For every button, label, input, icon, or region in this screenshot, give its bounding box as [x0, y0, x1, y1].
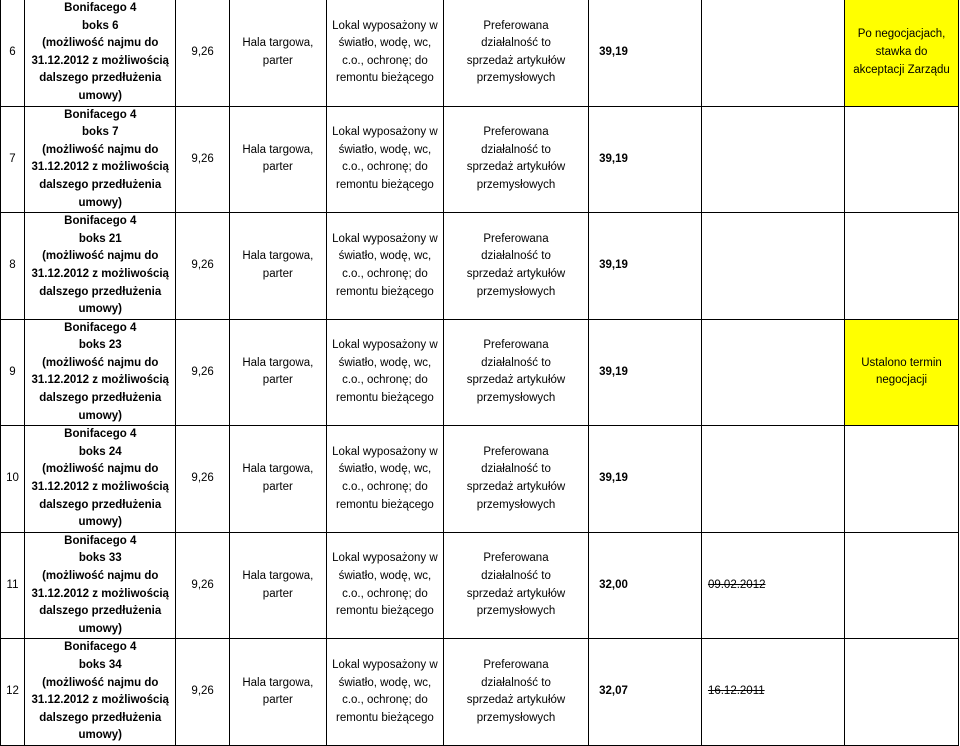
type-cell — [229, 106, 326, 213]
location-line: boks 7 — [82, 126, 119, 139]
date-cell — [701, 532, 844, 639]
rate-cell: 32,07 — [589, 639, 702, 746]
location-line: boks 23 — [78, 339, 122, 352]
type-line: Hala targowa, — [242, 463, 314, 476]
rate-cell: 32,00 — [589, 532, 702, 639]
purpose-line: Preferowana — [483, 126, 549, 139]
date-cell — [701, 0, 844, 106]
description-line: c.o., ochronę; do — [342, 374, 428, 387]
purpose-line: sprzedaż artykułów — [466, 374, 566, 387]
location-line: umowy) — [78, 622, 122, 635]
description-cell — [326, 319, 443, 426]
type-cell — [229, 426, 326, 533]
purpose-line: działalność to — [481, 676, 551, 689]
location-line: Bonifacego 4 — [64, 428, 137, 441]
type-cell — [229, 532, 326, 639]
row-number: 7 — [1, 106, 25, 213]
description-line: Lokal wyposażony w — [332, 552, 438, 565]
rental-table-body — [1, 0, 959, 745]
purpose-line: działalność to — [481, 250, 551, 263]
purpose-line: działalność to — [481, 37, 551, 50]
row-number: 9 — [1, 319, 25, 426]
location-line: Bonifacego 4 — [64, 108, 137, 121]
description-line: Lokal wyposażony w — [332, 339, 438, 352]
rate-cell: 39,19 — [589, 213, 702, 320]
purpose-line: sprzedaż artykułów — [466, 587, 566, 600]
location-line: (możliwość najmu do — [42, 143, 159, 156]
note-cell — [845, 0, 959, 106]
location-line: Bonifacego 4 — [64, 534, 137, 547]
location-line: Bonifacego 4 — [64, 641, 137, 654]
description-line: c.o., ochronę; do — [342, 267, 428, 280]
table-row — [1, 532, 959, 639]
type-line: Hala targowa, — [242, 250, 314, 263]
area-cell: 9,26 — [176, 426, 229, 533]
location-line: dalszego przedłużenia — [39, 392, 162, 405]
location-line: umowy) — [78, 303, 122, 316]
purpose-line: sprzedaż artykułów — [466, 54, 566, 67]
purpose-cell — [443, 639, 588, 746]
location-line: (możliwość najmu do — [42, 356, 159, 369]
type-line: Hala targowa, — [242, 37, 314, 50]
description-line: c.o., ochronę; do — [342, 161, 428, 174]
description-line: remontu bieżącego — [336, 285, 434, 298]
date-cell — [701, 639, 844, 746]
purpose-line: Preferowana — [483, 445, 549, 458]
purpose-line: Preferowana — [483, 19, 549, 32]
area-cell: 9,26 — [176, 639, 229, 746]
location-line: (możliwość najmu do — [42, 250, 159, 263]
purpose-cell — [443, 426, 588, 533]
purpose-line: sprzedaż artykułów — [466, 267, 566, 280]
location-line: umowy) — [78, 196, 122, 209]
location-line: Bonifacego 4 — [64, 2, 137, 14]
rate-cell: 39,19 — [589, 319, 702, 426]
location-line: Bonifacego 4 — [64, 321, 137, 334]
description-line: remontu bieżącego — [336, 605, 434, 618]
purpose-line: Preferowana — [483, 339, 549, 352]
location-line: 31.12.2012 z możliwością — [31, 587, 169, 600]
note-cell — [845, 532, 959, 639]
purpose-line: przemysłowych — [476, 285, 556, 298]
table-row — [1, 213, 959, 320]
purpose-line: przemysłowych — [476, 498, 556, 511]
location-line: dalszego przedłużenia — [39, 285, 162, 298]
location-line: (możliwość najmu do — [42, 570, 159, 582]
description-line: remontu bieżącego — [336, 178, 434, 191]
location-line: dalszego przedłużenia — [39, 605, 162, 618]
purpose-line: sprzedaż artykułów — [466, 481, 566, 494]
description-line: Lokal wyposażony w — [332, 126, 438, 139]
description-cell — [326, 106, 443, 213]
purpose-line: działalność to — [481, 143, 551, 156]
row-number: 6 — [1, 0, 25, 106]
location-line: (możliwość najmu do — [42, 463, 159, 476]
rate-cell: 39,19 — [589, 106, 702, 213]
type-cell — [229, 639, 326, 746]
type-line: parter — [262, 481, 293, 494]
location-line: Bonifacego 4 — [64, 215, 137, 228]
location-cell — [25, 213, 176, 320]
location-line: umowy) — [78, 729, 122, 742]
purpose-line: działalność to — [481, 570, 551, 582]
table-row — [1, 319, 959, 426]
location-cell — [25, 532, 176, 639]
location-line: boks 34 — [78, 658, 122, 671]
purpose-line: sprzedaż artykułów — [466, 694, 566, 707]
type-line: Hala targowa, — [242, 356, 314, 369]
location-line: boks 21 — [78, 232, 122, 245]
description-line: c.o., ochronę; do — [342, 694, 428, 707]
note-line: Ustalono termin — [861, 356, 942, 369]
location-line: (możliwość najmu do — [42, 676, 159, 689]
location-line: boks 24 — [78, 445, 122, 458]
type-cell — [229, 319, 326, 426]
negotiation-date: 16.12.2011 — [707, 685, 765, 698]
description-cell — [326, 213, 443, 320]
area-cell: 9,26 — [176, 106, 229, 213]
date-cell — [701, 319, 844, 426]
purpose-line: działalność to — [481, 356, 551, 369]
negotiation-date: 09.02.2012 — [707, 578, 766, 591]
row-number: 11 — [1, 532, 25, 639]
location-cell — [25, 106, 176, 213]
location-cell — [25, 639, 176, 746]
note-line: Po negocjacjach, — [857, 28, 946, 41]
location-line: 31.12.2012 z możliwością — [31, 694, 169, 707]
rate-cell: 39,19 — [589, 426, 702, 533]
purpose-line: sprzedaż artykułów — [466, 161, 566, 174]
purpose-line: przemysłowych — [476, 605, 556, 618]
type-cell — [229, 213, 326, 320]
description-line: c.o., ochronę; do — [342, 481, 428, 494]
note-line: negocjacji — [875, 374, 928, 387]
description-line: c.o., ochronę; do — [342, 587, 428, 600]
location-line: 31.12.2012 z możliwością — [31, 374, 169, 387]
location-line: boks 33 — [78, 552, 122, 565]
purpose-line: Preferowana — [483, 658, 549, 671]
description-line: światło, wodę, wc, — [338, 676, 432, 689]
description-cell — [326, 426, 443, 533]
type-line: parter — [262, 267, 293, 280]
purpose-line: przemysłowych — [476, 178, 556, 191]
type-line: Hala targowa, — [242, 143, 314, 156]
row-number: 12 — [1, 639, 25, 746]
row-number: 10 — [1, 426, 25, 533]
location-line: dalszego przedłużenia — [39, 498, 162, 511]
date-cell — [701, 426, 844, 533]
date-cell — [701, 213, 844, 320]
purpose-cell — [443, 0, 588, 106]
location-line: 31.12.2012 z możliwością — [31, 161, 169, 174]
date-cell — [701, 106, 844, 213]
purpose-cell — [443, 532, 588, 639]
area-cell: 9,26 — [176, 319, 229, 426]
description-line: c.o., ochronę; do — [342, 54, 428, 67]
note-cell — [845, 319, 959, 426]
description-line: światło, wodę, wc, — [338, 463, 432, 476]
note-cell — [845, 213, 959, 320]
type-line: parter — [262, 587, 293, 600]
description-line: światło, wodę, wc, — [338, 143, 432, 156]
row-number: 8 — [1, 213, 25, 320]
description-line: Lokal wyposażony w — [332, 19, 438, 32]
location-cell — [25, 426, 176, 533]
location-line: umowy) — [78, 516, 122, 529]
area-cell: 9,26 — [176, 532, 229, 639]
area-cell: 9,26 — [176, 213, 229, 320]
note-line: akceptacji Zarządu — [853, 63, 950, 76]
location-line: dalszego przedłużenia — [39, 72, 162, 85]
description-cell — [326, 639, 443, 746]
location-line: dalszego przedłużenia — [39, 711, 162, 724]
location-line: boks 6 — [82, 19, 119, 32]
location-line: 31.12.2012 z możliwością — [31, 481, 169, 494]
purpose-cell — [443, 213, 588, 320]
description-line: remontu bieżącego — [336, 72, 434, 85]
type-line: parter — [262, 161, 293, 174]
description-line: Lokal wyposażony w — [332, 658, 438, 671]
location-line: 31.12.2012 z możliwością — [31, 267, 169, 280]
type-line: Hala targowa, — [242, 570, 314, 582]
purpose-line: przemysłowych — [476, 711, 556, 724]
purpose-line: działalność to — [481, 463, 551, 476]
type-line: Hala targowa, — [242, 676, 314, 689]
table-row — [1, 639, 959, 746]
description-line: remontu bieżącego — [336, 711, 434, 724]
table-row — [1, 0, 959, 106]
note-cell — [845, 639, 959, 746]
purpose-cell — [443, 106, 588, 213]
location-line: (możliwość najmu do — [42, 37, 159, 50]
table-row — [1, 106, 959, 213]
description-line: światło, wodę, wc, — [338, 37, 432, 50]
purpose-line: Preferowana — [483, 232, 549, 245]
table-row — [1, 426, 959, 533]
description-line: remontu bieżącego — [336, 392, 434, 405]
location-line: 31.12.2012 z możliwością — [31, 54, 169, 67]
location-line: umowy) — [78, 89, 122, 102]
type-line: parter — [262, 374, 293, 387]
description-line: Lokal wyposażony w — [332, 232, 438, 245]
location-cell — [25, 0, 176, 106]
location-line: umowy) — [78, 409, 122, 422]
description-line: światło, wodę, wc, — [338, 356, 432, 369]
description-line: światło, wodę, wc, — [338, 570, 432, 582]
purpose-cell — [443, 319, 588, 426]
purpose-line: Preferowana — [483, 552, 549, 565]
description-line: remontu bieżącego — [336, 498, 434, 511]
description-line: światło, wodę, wc, — [338, 250, 432, 263]
description-line: Lokal wyposażony w — [332, 445, 438, 458]
type-line: parter — [262, 54, 293, 67]
area-cell: 9,26 — [176, 0, 229, 106]
type-cell — [229, 0, 326, 106]
note-cell — [845, 106, 959, 213]
type-line: parter — [262, 694, 293, 707]
location-cell — [25, 319, 176, 426]
location-line: dalszego przedłużenia — [39, 178, 162, 191]
purpose-line: przemysłowych — [476, 392, 556, 405]
note-cell — [845, 426, 959, 533]
purpose-line: przemysłowych — [476, 72, 556, 85]
rate-cell: 39,19 — [589, 0, 702, 106]
description-cell — [326, 532, 443, 639]
note-line: stawka do — [875, 45, 928, 58]
description-cell — [326, 0, 443, 106]
